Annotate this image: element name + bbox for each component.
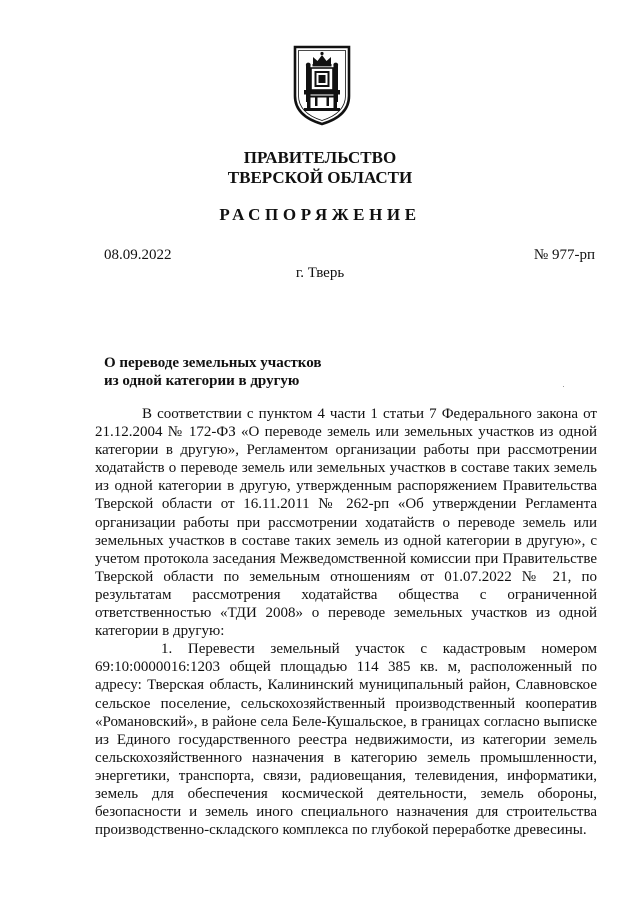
body-paragraph-preamble: В соответствии с пунктом 4 части 1 статьи 7 Федерального закона от 21.12.2004 № 172-ФЗ «О переводе земель или земельных участков из одной категории в другую», Регламентом организации работы при рассмотрении ходатайств о переводе земель или земельных участков в составе таких земель из одной категории в другую, утвержденным распоряжением Правительства Тверской области от 16.11.2011 № 262-рп «Об утверждении Регламента организации работы при рассмотрении ходатайств о переводе земель или земельных участков в составе таких земель из одной категории в другую», с учетом протокола заседания Межведомственной комиссии при Правительстве Тверской области по земельным отношениям от 01.07.2022 № 21, по результатам рассмотрения ходатайства общества с ограниченной ответственностью «ТДИ 2008» о переводе земельных участков из одной категории в другую: (95, 406, 597, 640)
document-body (95, 405, 597, 839)
org-name-line1: ПРАВИТЕЛЬСТВО (243, 148, 397, 167)
document-number: № 977-рп (533, 247, 595, 263)
document-city: г. Тверь (295, 265, 345, 281)
document-type: РАСПОРЯЖЕНИЕ (219, 205, 421, 224)
tver-coat-of-arms-icon (292, 44, 352, 126)
org-name-line2: ТВЕРСКОЙ ОБЛАСТИ (227, 168, 413, 187)
document-subject (104, 354, 321, 390)
subject-line1: О переводе земельных участков (104, 355, 322, 371)
subject-line2: из одной категории в другую (104, 373, 300, 389)
body-paragraph-item-1: 1. Перевести земельный участок с кадастровым номером 69:10:0000016:1203 общей площадью 114 385 кв. м, расположенный по адресу: Тверская область, Калининский муниципальный район, Славновское сельское поселение, сельскохозяйственный производственный кооператив «Романовский», в районе села Беле-Кушальское, в границах согласно выписке из Единого государственного реестра недвижимости, из категории земель сельскохозяйственного назначения в категорию земель промышленности, энергетики, транспорта, связи, радиовещания, телевидения, информатики, земель для обеспечения космической деятельности, земель обороны, безопасности и земель иного специального назначения для строительства производственно-складского комплекса по глубокой переработке древесины. (95, 641, 597, 839)
scan-speck (563, 386, 564, 387)
document-date: 08.09.2022 (104, 247, 172, 263)
